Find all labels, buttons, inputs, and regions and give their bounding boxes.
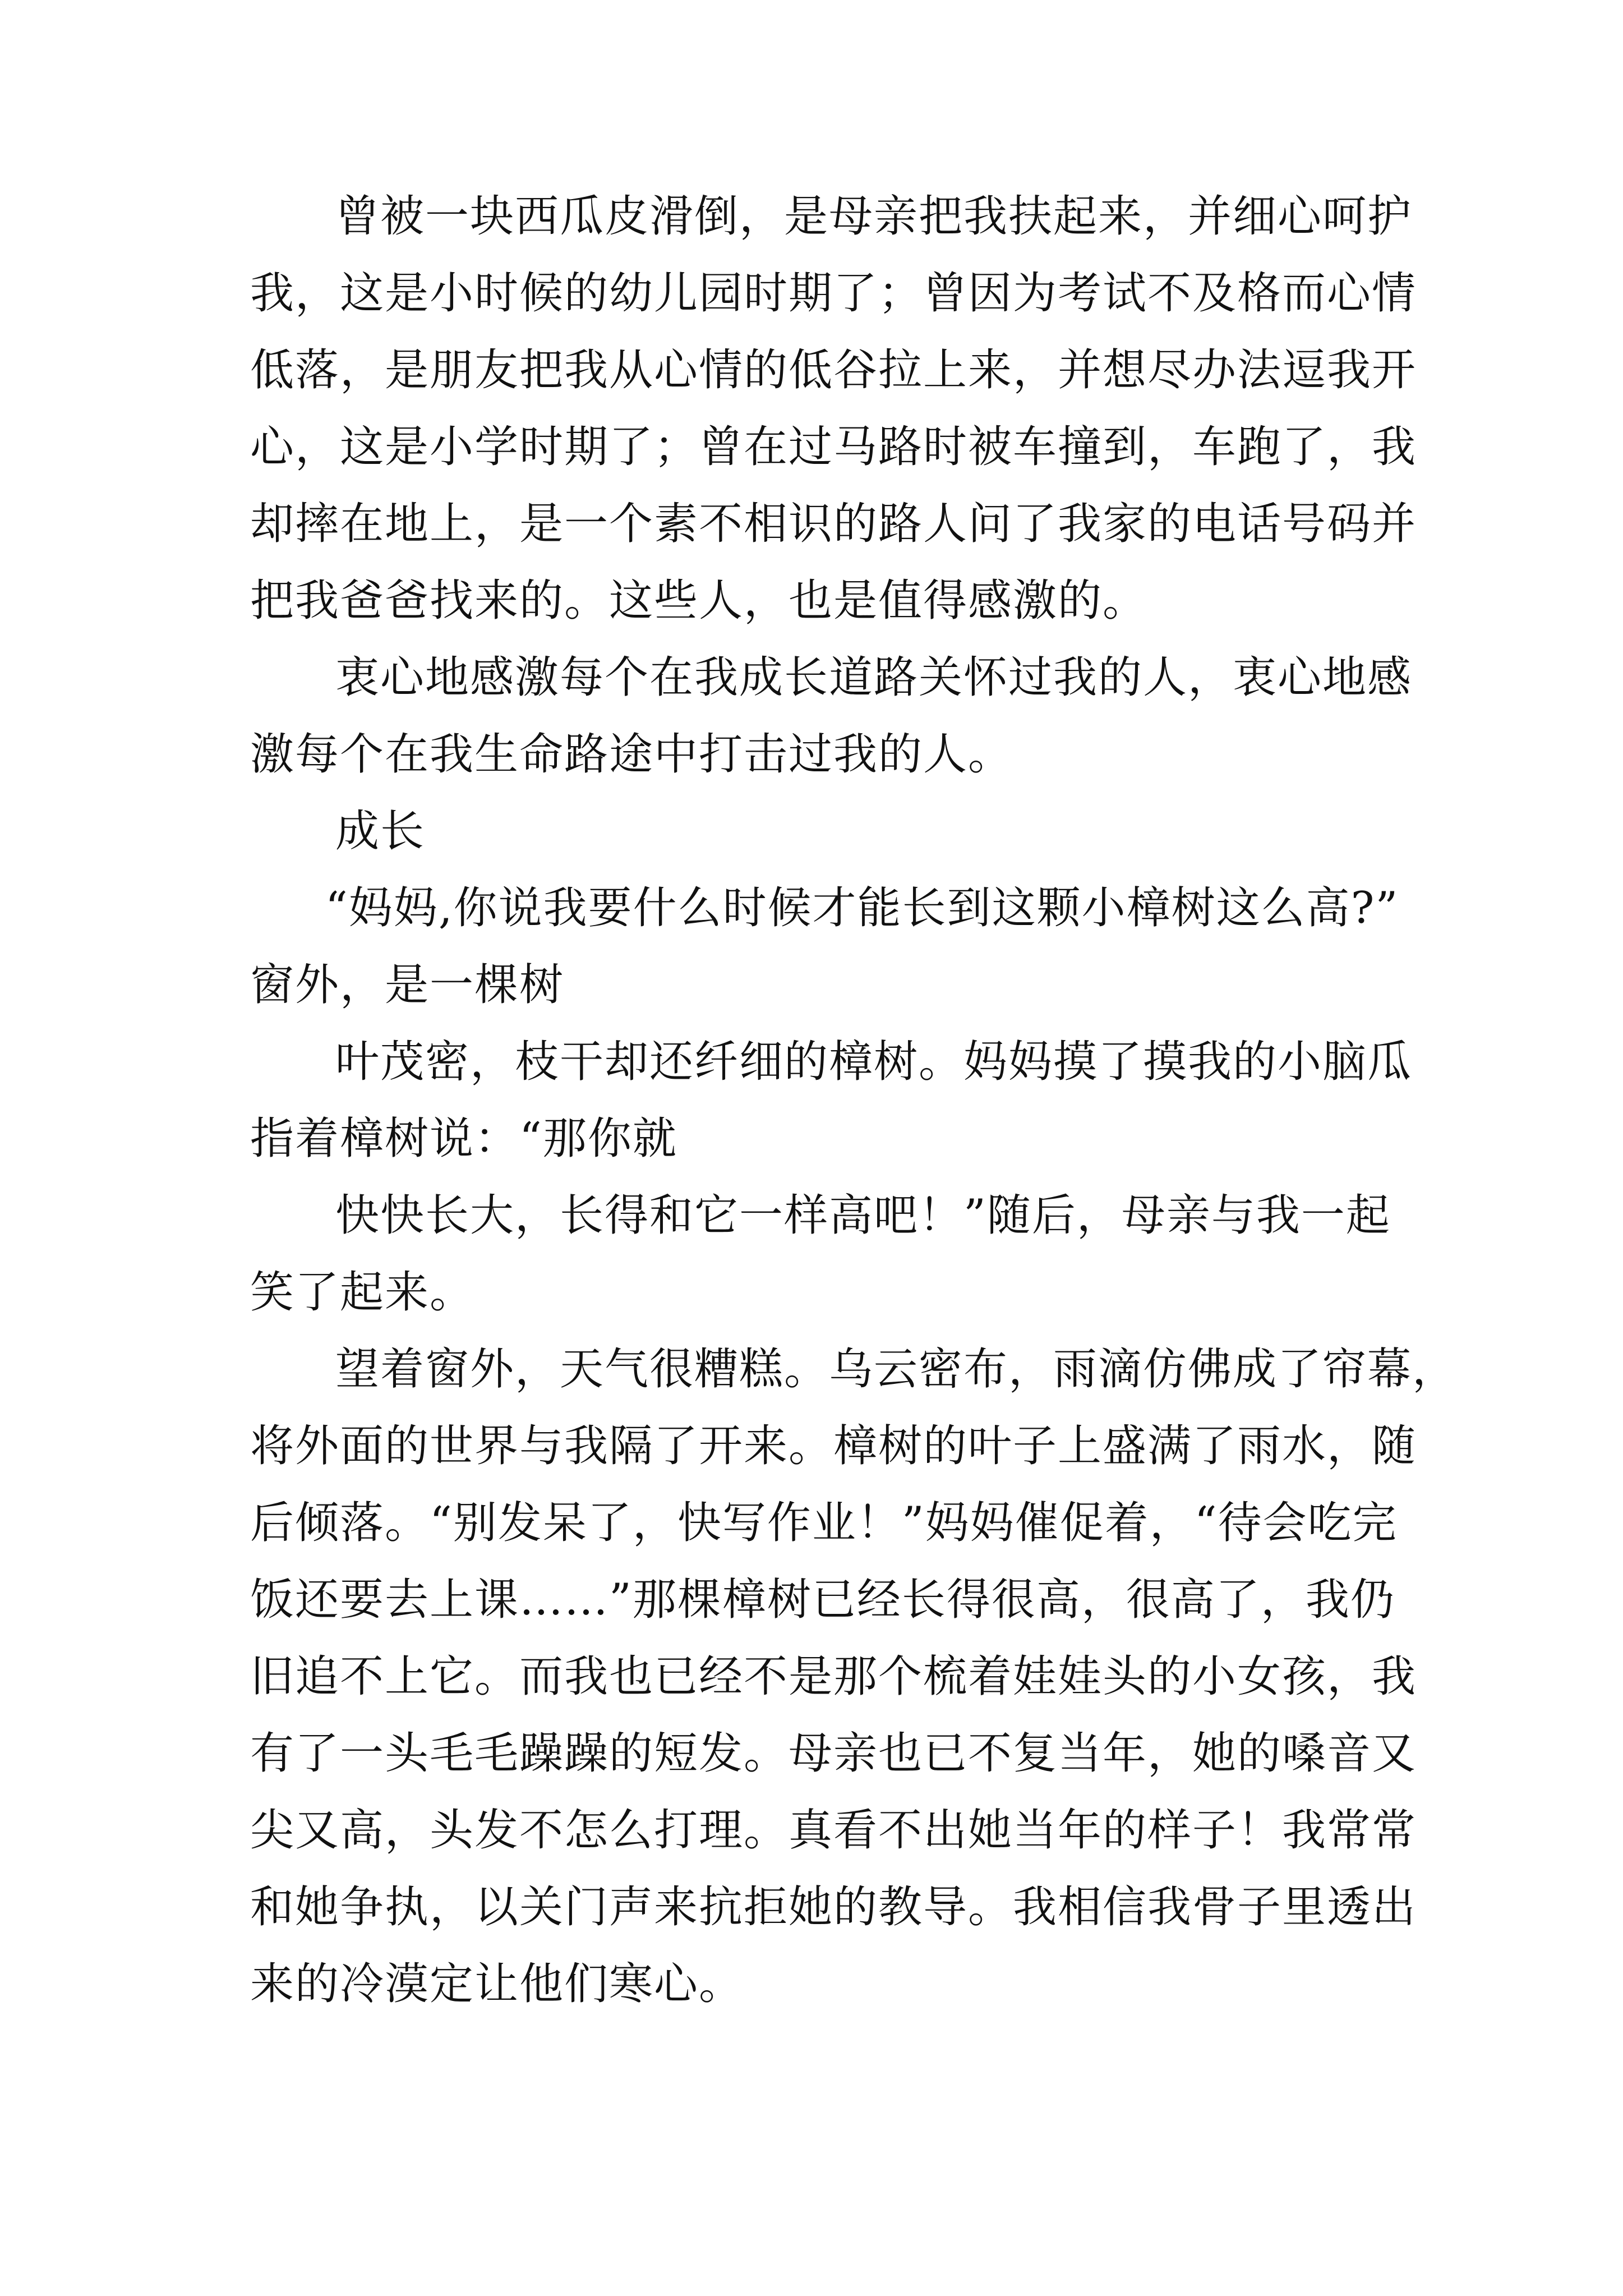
text-line: 心，这是小学时期了；曾在过马路时被车撞到，车跑了，我 <box>250 422 1417 472</box>
text-line: 来的冷漠定让他们寒心。 <box>250 1959 744 2009</box>
paragraph-3 <box>250 870 1399 1024</box>
text-line: 旧追不上它。而我也已经不是那个梳着娃娃头的小女孩，我 <box>250 1651 1417 1702</box>
text-line: 和她争执，以关门声来抗拒她的教导。我相信我骨子里透出 <box>250 1882 1417 1932</box>
text-line: 叶茂密，枝干却还纤细的樟树。妈妈摸了摸我的小脑瓜 <box>335 1037 1413 1087</box>
text-line: 尖又高，头发不怎么打理。真看不出她当年的样子！我常常 <box>250 1805 1417 1856</box>
text-line: 笑了起来。 <box>250 1267 475 1318</box>
text-line: 望着窗外，天气很糟糕。乌云密布，雨滴仿佛成了帘幕， <box>335 1344 1458 1395</box>
text-line: 有了一头毛毛躁躁的短发。母亲也已不复当年，她的嗓音又 <box>250 1728 1417 1779</box>
text-line: 激每个在我生命路途中打击过我的人。 <box>250 729 1013 780</box>
text-line: 后倾落。“别发呆了，快写作业！”妈妈催促着，“待会吃完 <box>250 1498 1398 1548</box>
body-text <box>250 178 1458 2023</box>
section-heading <box>250 793 1389 870</box>
text-line: 把我爸爸找来的。这些人，也是值得感激的。 <box>250 576 1148 626</box>
text-line: 快快长大，长得和它一样高吧！”随后，母亲与我一起 <box>335 1190 1391 1241</box>
paragraph-6 <box>250 1331 1458 2023</box>
text-line: 曾被一块西瓜皮滑倒，是母亲把我扶起来，并细心呵护 <box>335 191 1413 242</box>
text-line: 指着樟树说：“那你就 <box>250 1114 677 1164</box>
text-line: 窗外，是一棵树 <box>250 960 565 1010</box>
paragraph-2 <box>250 639 1413 793</box>
text-line: 将外面的世界与我隔了开来。樟树的叶子上盛满了雨水，随 <box>250 1421 1417 1471</box>
paragraph-4 <box>250 1024 1413 1177</box>
text-line: “妈妈,你说我要什么时候才能长到这颗小樟树这么高?” <box>325 883 1399 933</box>
paragraph-1 <box>250 178 1417 639</box>
text-line: 却摔在地上，是一个素不相识的路人问了我家的电话号码并 <box>250 499 1417 549</box>
text-line: 我，这是小时候的幼儿园时期了；曾因为考试不及格而心情 <box>250 268 1417 319</box>
text-line: 低落，是朋友把我从心情的低谷拉上来，并想尽办法逗我开 <box>250 345 1417 395</box>
heading-line: 成长 <box>335 806 426 857</box>
paragraph-5 <box>250 1177 1389 1331</box>
text-line: 衷心地感激每个在我成长道路关怀过我的人，衷心地感 <box>335 652 1413 703</box>
text-line: 饭还要去上课……”那棵樟树已经长得很高，很高了，我仍 <box>250 1575 1395 1625</box>
